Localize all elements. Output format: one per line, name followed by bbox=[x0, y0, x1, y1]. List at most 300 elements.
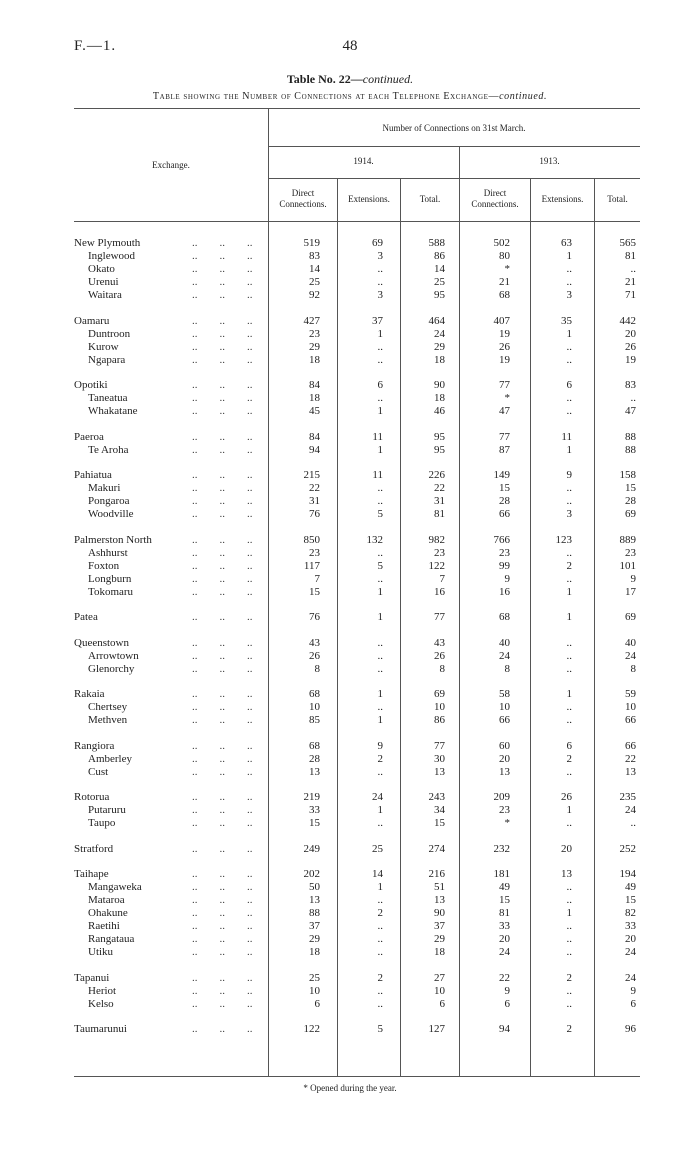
table-row bbox=[74, 946, 640, 958]
table-row bbox=[74, 315, 640, 327]
cell-e: 69 bbox=[372, 237, 383, 249]
cell-t2: .. bbox=[630, 263, 636, 275]
leader-dots: .. .. .. bbox=[192, 998, 253, 1010]
cell-e: 11 bbox=[372, 469, 383, 481]
cell-t2: 194 bbox=[619, 868, 636, 880]
cell-d: 18 bbox=[309, 392, 320, 404]
exchange-name: Palmerston North bbox=[74, 534, 152, 546]
cell-e2: 1 bbox=[566, 804, 572, 816]
cell-e2: .. bbox=[566, 663, 572, 675]
cell-d2: 16 bbox=[499, 586, 510, 598]
cell-e: .. bbox=[377, 894, 383, 906]
leader-dots: .. .. .. bbox=[192, 315, 253, 327]
table-row bbox=[74, 650, 640, 662]
cell-t: 10 bbox=[434, 701, 445, 713]
cell-d: 83 bbox=[309, 250, 320, 262]
cell-e2: .. bbox=[566, 341, 572, 353]
cell-d: 76 bbox=[309, 611, 320, 623]
cell-d2: 23 bbox=[499, 547, 510, 559]
table-row bbox=[74, 263, 640, 275]
table-row bbox=[74, 881, 640, 893]
cell-t2: 40 bbox=[625, 637, 636, 649]
cell-d: 92 bbox=[309, 289, 320, 301]
cell-d: 25 bbox=[309, 276, 320, 288]
cell-e2: .. bbox=[566, 263, 572, 275]
cell-d2: 20 bbox=[499, 753, 510, 765]
leader-dots: .. .. .. bbox=[192, 508, 253, 520]
table-row bbox=[74, 586, 640, 598]
cell-t: 90 bbox=[434, 907, 445, 919]
page-number: 48 bbox=[342, 38, 358, 54]
exchange-name: Mataroa bbox=[88, 894, 125, 906]
table-row bbox=[74, 920, 640, 932]
cell-d2: * bbox=[504, 392, 510, 404]
cell-t2: 82 bbox=[625, 907, 636, 919]
cell-d2: 49 bbox=[499, 881, 510, 893]
exchange-name: Ohakune bbox=[88, 907, 128, 919]
cell-e: 3 bbox=[377, 250, 383, 262]
cell-e2: 1 bbox=[566, 688, 572, 700]
exchange-name: Kurow bbox=[88, 341, 119, 353]
cell-d: 15 bbox=[309, 817, 320, 829]
header-top-rule bbox=[74, 108, 640, 109]
cell-e: .. bbox=[377, 341, 383, 353]
cell-t2: 24 bbox=[625, 650, 636, 662]
exchange-name: Ngapara bbox=[88, 354, 126, 366]
leader-dots: .. .. .. bbox=[192, 637, 253, 649]
exchange-name: Patea bbox=[74, 611, 98, 623]
cell-t: 588 bbox=[428, 237, 445, 249]
cell-d2: * bbox=[504, 263, 510, 275]
cell-t: 122 bbox=[428, 560, 445, 572]
cell-d2: 24 bbox=[499, 946, 510, 958]
cell-d2: 22 bbox=[499, 972, 510, 984]
cell-t2: 9 bbox=[630, 573, 636, 585]
cell-t: 27 bbox=[434, 972, 445, 984]
cell-e: 1 bbox=[377, 328, 383, 340]
cell-d2: 60 bbox=[499, 740, 510, 752]
table-row bbox=[74, 341, 640, 353]
exchange-name: Pahiatua bbox=[74, 469, 112, 481]
cell-t: 31 bbox=[434, 495, 445, 507]
cell-e: .. bbox=[377, 985, 383, 997]
table-row bbox=[74, 894, 640, 906]
cell-e: .. bbox=[377, 547, 383, 559]
leader-dots: .. .. .. bbox=[192, 276, 253, 288]
cell-d2: 68 bbox=[499, 289, 510, 301]
table-row bbox=[74, 237, 640, 249]
cell-e: .. bbox=[377, 392, 383, 404]
cell-t: 14 bbox=[434, 263, 445, 275]
cell-d: 215 bbox=[303, 469, 320, 481]
cell-e: 132 bbox=[366, 534, 383, 546]
table-row bbox=[74, 392, 640, 404]
table-bottom-rule bbox=[74, 1076, 640, 1077]
leader-dots: .. .. .. bbox=[192, 431, 253, 443]
cell-e: 5 bbox=[377, 508, 383, 520]
cell-d2: 9 bbox=[504, 573, 510, 585]
leader-dots: .. .. .. bbox=[192, 573, 253, 585]
leader-dots: .. .. .. bbox=[192, 328, 253, 340]
cell-d2: 66 bbox=[499, 714, 510, 726]
exchange-name: Okato bbox=[88, 263, 115, 275]
cell-t: 216 bbox=[428, 868, 445, 880]
cell-d2: 21 bbox=[499, 276, 510, 288]
cell-e2: .. bbox=[566, 392, 572, 404]
table-row bbox=[74, 379, 640, 391]
cell-d: 94 bbox=[309, 444, 320, 456]
cell-d: 117 bbox=[303, 560, 320, 572]
cell-t2: 24 bbox=[625, 804, 636, 816]
cell-e: 37 bbox=[372, 315, 383, 327]
cell-e2: .. bbox=[566, 573, 572, 585]
table-row bbox=[74, 791, 640, 803]
cell-e: 9 bbox=[377, 740, 383, 752]
cell-d2: 23 bbox=[499, 804, 510, 816]
exchange-name: Tapanui bbox=[74, 972, 110, 984]
leader-dots: .. .. .. bbox=[192, 714, 253, 726]
table-row bbox=[74, 766, 640, 778]
cell-e: 1 bbox=[377, 881, 383, 893]
cell-d2: 81 bbox=[499, 907, 510, 919]
cell-e2: 2 bbox=[566, 560, 572, 572]
table-subtitle-main: Table showing the Number of Connections at each Telephone Exchange— bbox=[152, 91, 500, 102]
cell-e: .. bbox=[377, 482, 383, 494]
leader-dots: .. .. .. bbox=[192, 586, 253, 598]
document-reference: F.—1. bbox=[74, 38, 117, 54]
cell-e2: .. bbox=[566, 881, 572, 893]
table-row bbox=[74, 998, 640, 1010]
table-row bbox=[74, 560, 640, 572]
cell-t: 29 bbox=[434, 341, 445, 353]
exchange-name: Chertsey bbox=[88, 701, 128, 713]
leader-dots: .. .. .. bbox=[192, 881, 253, 893]
cell-d: 68 bbox=[309, 688, 320, 700]
cell-e2: .. bbox=[566, 998, 572, 1010]
table-subtitle-continued: continued. bbox=[499, 91, 548, 102]
table-row bbox=[74, 405, 640, 417]
cell-t: 982 bbox=[428, 534, 445, 546]
exchange-name: Paeroa bbox=[74, 431, 104, 443]
cell-d: 519 bbox=[303, 237, 320, 249]
exchange-name: Kelso bbox=[88, 998, 114, 1010]
cell-t2: 24 bbox=[625, 946, 636, 958]
cell-e2: 6 bbox=[566, 740, 572, 752]
cell-d: 29 bbox=[309, 933, 320, 945]
leader-dots: .. .. .. bbox=[192, 250, 253, 262]
cell-d2: 77 bbox=[499, 431, 510, 443]
cell-e: 1 bbox=[377, 688, 383, 700]
cell-t2: 28 bbox=[625, 495, 636, 507]
exchange-name: Rangataua bbox=[88, 933, 135, 945]
table-row bbox=[74, 250, 640, 262]
cell-t: 13 bbox=[434, 766, 445, 778]
cell-e2: 1 bbox=[566, 586, 572, 598]
exchange-name: Mangaweka bbox=[88, 881, 142, 893]
exchange-name: Raetihi bbox=[88, 920, 120, 932]
cell-t: 6 bbox=[439, 998, 445, 1010]
cell-e2: 26 bbox=[561, 791, 572, 803]
cell-d: 84 bbox=[309, 379, 320, 391]
cell-d: 15 bbox=[309, 586, 320, 598]
cell-e2: .. bbox=[566, 650, 572, 662]
cell-d2: 33 bbox=[499, 920, 510, 932]
table-row bbox=[74, 972, 640, 984]
cell-d2: 10 bbox=[499, 701, 510, 713]
cell-e: .. bbox=[377, 766, 383, 778]
cell-d2: 13 bbox=[499, 766, 510, 778]
cell-d2: 181 bbox=[493, 868, 510, 880]
leader-dots: .. .. .. bbox=[192, 560, 253, 572]
cell-d2: 80 bbox=[499, 250, 510, 262]
cell-d: 10 bbox=[309, 701, 320, 713]
cell-d2: 24 bbox=[499, 650, 510, 662]
cell-e2: .. bbox=[566, 920, 572, 932]
cell-d2: 66 bbox=[499, 508, 510, 520]
leader-dots: .. .. .. bbox=[192, 469, 253, 481]
table-row bbox=[74, 663, 640, 675]
cell-d: 427 bbox=[303, 315, 320, 327]
table-title-main: Table No. 22— bbox=[286, 72, 363, 86]
cell-e2: 1 bbox=[566, 444, 572, 456]
cell-d2: 26 bbox=[499, 341, 510, 353]
leader-dots: .. .. .. bbox=[192, 237, 253, 249]
cell-t: 22 bbox=[434, 482, 445, 494]
cell-d: 28 bbox=[309, 753, 320, 765]
table-title bbox=[0, 72, 700, 87]
cell-t2: 49 bbox=[625, 881, 636, 893]
cell-e2: .. bbox=[566, 985, 572, 997]
cell-d: 88 bbox=[309, 907, 320, 919]
cell-e2: .. bbox=[566, 946, 572, 958]
year-1914-header: 1914. bbox=[353, 156, 374, 166]
cell-d2: 149 bbox=[493, 469, 510, 481]
cell-d: 850 bbox=[303, 534, 320, 546]
cell-d2: 99 bbox=[499, 560, 510, 572]
cell-e2: 20 bbox=[561, 843, 572, 855]
cell-t2: 47 bbox=[625, 405, 636, 417]
cell-d: 219 bbox=[303, 791, 320, 803]
table-row bbox=[74, 637, 640, 649]
cell-d: 10 bbox=[309, 985, 320, 997]
cell-e2: .. bbox=[566, 933, 572, 945]
cell-t2: 158 bbox=[619, 469, 636, 481]
cell-e: .. bbox=[377, 495, 383, 507]
leader-dots: .. .. .. bbox=[192, 946, 253, 958]
table-row bbox=[74, 444, 640, 456]
exchange-name: Heriot bbox=[88, 985, 117, 997]
cell-d: 13 bbox=[309, 766, 320, 778]
cell-d2: 8 bbox=[504, 663, 510, 675]
cell-d: 202 bbox=[303, 868, 320, 880]
exchange-name: Duntroon bbox=[88, 328, 131, 340]
cell-d2: 15 bbox=[499, 894, 510, 906]
cell-e2: .. bbox=[566, 547, 572, 559]
exchange-name: Rangiora bbox=[74, 740, 115, 752]
table-row bbox=[74, 534, 640, 546]
table-row bbox=[74, 611, 640, 623]
exchange-name: Woodville bbox=[88, 508, 134, 520]
cell-d: 8 bbox=[314, 663, 320, 675]
cell-d2: 6 bbox=[504, 998, 510, 1010]
leader-dots: .. .. .. bbox=[192, 985, 253, 997]
cell-e2: 11 bbox=[561, 431, 572, 443]
cell-t2: 9 bbox=[630, 985, 636, 997]
cell-t2: 20 bbox=[625, 933, 636, 945]
cell-t: 51 bbox=[434, 881, 445, 893]
cell-e2: 13 bbox=[561, 868, 572, 880]
cell-t2: 8 bbox=[630, 663, 636, 675]
cell-d2: 19 bbox=[499, 354, 510, 366]
direct-1914-header: Direct Connections. bbox=[279, 188, 327, 209]
leader-dots: .. .. .. bbox=[192, 650, 253, 662]
cell-t2: 13 bbox=[625, 766, 636, 778]
cell-t: 18 bbox=[434, 354, 445, 366]
cell-t: 37 bbox=[434, 920, 445, 932]
cell-e: 3 bbox=[377, 289, 383, 301]
cell-e2: .. bbox=[566, 894, 572, 906]
cell-t: 69 bbox=[434, 688, 445, 700]
cell-e2: 9 bbox=[566, 469, 572, 481]
cell-d: 31 bbox=[309, 495, 320, 507]
total-1914-header: Total. bbox=[419, 194, 441, 204]
cell-t2: 889 bbox=[619, 534, 636, 546]
table-row bbox=[74, 740, 640, 752]
cell-e2: .. bbox=[566, 766, 572, 778]
cell-t2: 23 bbox=[625, 547, 636, 559]
table-row bbox=[74, 843, 640, 855]
cell-t: 127 bbox=[428, 1023, 445, 1035]
cell-e: 11 bbox=[372, 431, 383, 443]
cell-t: 86 bbox=[434, 714, 445, 726]
table-title-continued: continued. bbox=[362, 72, 414, 86]
cell-t: 18 bbox=[434, 946, 445, 958]
leader-dots: .. .. .. bbox=[192, 791, 253, 803]
cell-e: 6 bbox=[377, 379, 383, 391]
cell-e: .. bbox=[377, 920, 383, 932]
total-1913-header: Total. bbox=[607, 194, 628, 204]
cell-d: 29 bbox=[309, 341, 320, 353]
cell-e2: 2 bbox=[566, 753, 572, 765]
cell-e: .. bbox=[377, 998, 383, 1010]
exchange-name: Cust bbox=[88, 766, 109, 778]
exchange-name: Rotorua bbox=[74, 791, 110, 803]
cell-d2: 58 bbox=[499, 688, 510, 700]
cell-e: 1 bbox=[377, 405, 383, 417]
table-row bbox=[74, 482, 640, 494]
exchange-name: Rakaia bbox=[74, 688, 105, 700]
cell-d: 26 bbox=[309, 650, 320, 662]
cell-t: 13 bbox=[434, 894, 445, 906]
leader-dots: .. .. .. bbox=[192, 495, 253, 507]
leader-dots: .. .. .. bbox=[192, 817, 253, 829]
leader-dots: .. .. .. bbox=[192, 534, 253, 546]
cell-t2: 17 bbox=[625, 586, 636, 598]
leader-dots: .. .. .. bbox=[192, 920, 253, 932]
cell-d: 25 bbox=[309, 972, 320, 984]
cell-d2: 209 bbox=[493, 791, 510, 803]
cell-e2: .. bbox=[566, 701, 572, 713]
table-row bbox=[74, 289, 640, 301]
cell-e2: 123 bbox=[555, 534, 572, 546]
cell-d: 33 bbox=[309, 804, 320, 816]
cell-t: 243 bbox=[428, 791, 445, 803]
leader-dots: .. .. .. bbox=[192, 1023, 253, 1035]
exchange-name: Opotiki bbox=[74, 379, 108, 391]
table-row bbox=[74, 328, 640, 340]
table-row bbox=[74, 804, 640, 816]
cell-t2: 15 bbox=[625, 482, 636, 494]
table-row bbox=[74, 907, 640, 919]
cell-t: 81 bbox=[434, 508, 445, 520]
cell-e2: 63 bbox=[561, 237, 572, 249]
exchange-name: Waitara bbox=[88, 289, 122, 301]
leader-dots: .. .. .. bbox=[192, 263, 253, 275]
cell-t: 95 bbox=[434, 444, 445, 456]
cell-d: 7 bbox=[314, 573, 320, 585]
table-row bbox=[74, 714, 640, 726]
cell-d2: 502 bbox=[493, 237, 510, 249]
cell-d2: 232 bbox=[493, 843, 510, 855]
cell-t: 77 bbox=[434, 611, 445, 623]
cell-t2: 252 bbox=[619, 843, 636, 855]
cell-d2: 94 bbox=[499, 1023, 510, 1035]
cell-e2: .. bbox=[566, 714, 572, 726]
cell-t2: 33 bbox=[625, 920, 636, 932]
cell-t2: 69 bbox=[625, 611, 636, 623]
table-row bbox=[74, 933, 640, 945]
cell-e2: .. bbox=[566, 354, 572, 366]
cell-t: 16 bbox=[434, 586, 445, 598]
cell-e: .. bbox=[377, 817, 383, 829]
cell-t: 26 bbox=[434, 650, 445, 662]
table-row bbox=[74, 573, 640, 585]
table-row bbox=[74, 688, 640, 700]
cell-d: 22 bbox=[309, 482, 320, 494]
cell-e: 2 bbox=[377, 972, 383, 984]
cell-t: 95 bbox=[434, 289, 445, 301]
cell-e: 1 bbox=[377, 611, 383, 623]
cell-e: 2 bbox=[377, 753, 383, 765]
cell-t2: 66 bbox=[625, 740, 636, 752]
cell-e: 1 bbox=[377, 714, 383, 726]
cell-e: 1 bbox=[377, 444, 383, 456]
cell-e2: .. bbox=[566, 637, 572, 649]
exchange-name: Taupo bbox=[88, 817, 116, 829]
cell-t: 464 bbox=[428, 315, 445, 327]
leader-dots: .. .. .. bbox=[192, 972, 253, 984]
year-1913-header: 1913. bbox=[539, 156, 560, 166]
cell-e: .. bbox=[377, 946, 383, 958]
exchange-name: New Plymouth bbox=[74, 237, 141, 249]
cell-e2: .. bbox=[566, 405, 572, 417]
exchange-name: Pongaroa bbox=[88, 495, 130, 507]
cell-d: 14 bbox=[309, 263, 320, 275]
cell-e: 2 bbox=[377, 907, 383, 919]
cell-t: 34 bbox=[434, 804, 445, 816]
cell-e: .. bbox=[377, 650, 383, 662]
cell-t: 77 bbox=[434, 740, 445, 752]
leader-dots: .. .. .. bbox=[192, 379, 253, 391]
cell-t2: 19 bbox=[625, 354, 636, 366]
cell-d: 45 bbox=[309, 405, 320, 417]
cell-d: 50 bbox=[309, 881, 320, 893]
table-subtitle bbox=[0, 91, 700, 102]
leader-dots: .. .. .. bbox=[192, 392, 253, 404]
cell-e: 14 bbox=[372, 868, 383, 880]
leader-dots: .. .. .. bbox=[192, 611, 253, 623]
cell-e: .. bbox=[377, 263, 383, 275]
